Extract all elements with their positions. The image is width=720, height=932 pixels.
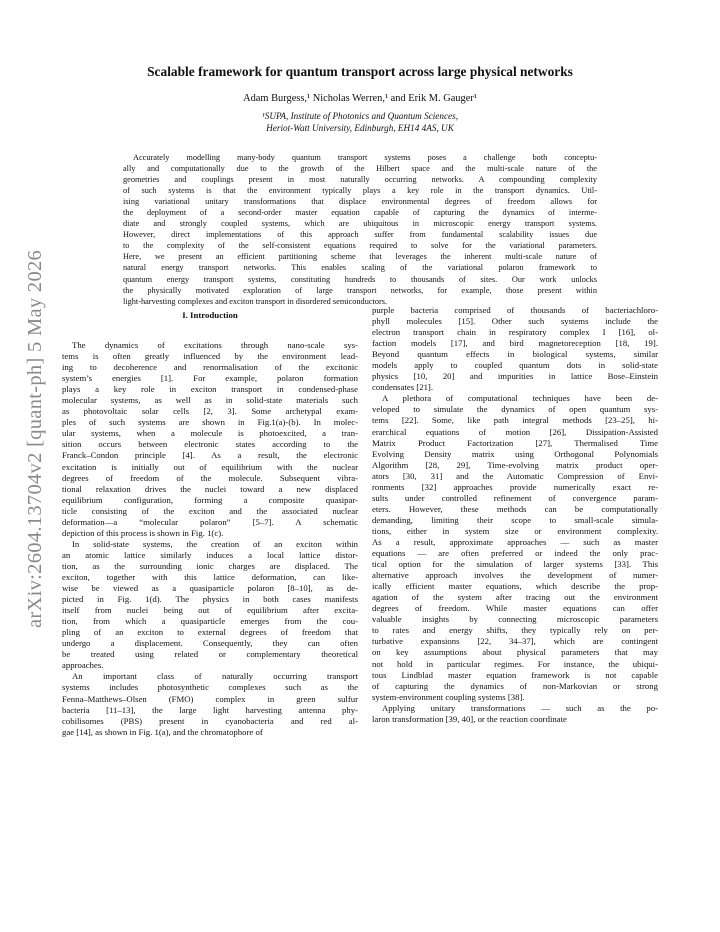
right-column-line: Algorithm [28, 29], Time-evolving matrix product oper-	[372, 459, 658, 470]
left-column-line: ular systems, when a molecule is photoexcited, a tran-	[62, 428, 358, 439]
author-list: Adam Burgess,¹ Nicholas Werren,¹ and Erik M. Gauger¹	[243, 93, 477, 104]
left-column-line: tional relaxation drives the nuclei toward a new displaced	[62, 483, 358, 494]
abstract-line: the physically motivated exploration of large transport networks, for example, those present within	[123, 285, 597, 295]
right-column-line: ronments [32] approaches provide numerically exact re-	[372, 481, 658, 492]
left-column-text	[62, 340, 358, 738]
left-column-line: wise be viewed as a quasiparticle polaron [8–10], as de-	[62, 583, 358, 594]
affiliation-line: Heriot-Watt University, Edinburgh, EH14 4AS, UK	[266, 123, 454, 133]
abstract-line: ally and computationally due to the growth of the Hilbert space and the multi-scale nature of the	[123, 164, 597, 174]
right-column-line: turbative expansions [22, 34–37], which are contingent	[372, 636, 658, 647]
abstract-line: geometries and couplings present in most naturally occurring networks. A compounding complexity	[123, 175, 597, 185]
left-column-line: tems is often greatly influenced by the environment lead-	[62, 351, 358, 362]
right-column-line: Matrix Product Factorization [27], Thermalised Time	[372, 437, 658, 448]
left-column-line: Franck–Condon principle [4]. As a result, the electronic	[62, 450, 358, 461]
left-column-line: The dynamics of excitations through nano-scale sys-	[72, 340, 358, 350]
left-column-line: as photovoltaic solar cells [2, 3]. Some archetypal exam-	[62, 406, 358, 417]
abstract-line: natural energy transport networks. This enables scaling of the variational polaron framework to	[123, 263, 597, 273]
left-column-line: picted in Fig. 1(d). The physics in both cases manifests	[62, 594, 358, 605]
left-column-line: molecular systems, as well as in solid-state materials such	[62, 395, 358, 406]
left-column-line: An important class of naturally occurring transport	[72, 671, 358, 682]
left-column-line: approaches.	[62, 660, 104, 671]
left-column-line: Fenna–Matthews–Olsen (FMO) complex in green sulfur	[62, 693, 358, 704]
right-column-line: to rates and energy shifts, they typically rely on per-	[372, 625, 658, 636]
right-column-line: A plethora of computational techniques have been de-	[382, 393, 658, 404]
right-column-line: tions, either in system size or environment complexity.	[372, 525, 658, 536]
abstract-line: diate and strongly coupled systems, which are ubiquitous in microscopic energy transport systems.	[123, 219, 597, 229]
right-column-line: erarchical equations of motion [26], Dissipation-Assisted	[372, 426, 658, 437]
left-column-line: systems includes photosynthetic complexes such as the	[62, 682, 358, 693]
right-column-line: equations — are often preferred or indeed the only prac-	[372, 548, 658, 559]
paper-title: Scalable framework for quantum transport across large physical networks	[147, 64, 573, 79]
right-column-line: tical option for the simulation of larger systems [33]. This	[372, 559, 658, 570]
right-column-line: laron transformation [39, 40], or the reaction coordinate	[372, 713, 567, 724]
abstract-line: However, direct implementations of this approach suffer from fundamental scalability issues due	[123, 230, 597, 240]
abstract-line: the deployment of a second-order master equation capable of capturing the dynamics of interme-	[123, 208, 597, 218]
abstract-line: Here, we present an efficient partitioning scheme that leverages the inherent multi-scale nature of	[123, 252, 597, 262]
abstract-line: of such systems is that the environment typically plays a key role in the transport dynamics. Util-	[123, 186, 597, 196]
right-column-line: of capturing the dynamics of non-Markovian or strong	[372, 680, 658, 691]
right-column-line: Evolving Density matrix using Orthogonal Polynomials	[372, 448, 658, 459]
right-column-line: models apply to coupled quantum dots in solid-state	[372, 360, 658, 371]
left-column-line: pling of an exciton to external degrees of freedom that	[62, 627, 358, 638]
right-column-line: Applying unitary transformations — such as the po-	[382, 702, 658, 713]
right-column-line: agation of the system after tracing out the environment	[372, 592, 658, 603]
left-column-line: ples of such systems are shown in Fig.1(a)-(b). In molec-	[62, 417, 358, 428]
right-column-line: Beyond quantum effects in biological systems, similar	[372, 349, 658, 360]
right-column-line: phyll molecules [15]. Other such systems include the	[372, 316, 658, 327]
left-column-line: sition occurs between electronic states according to the	[62, 439, 358, 450]
right-column-line: As a result, approximate approaches — such as master	[372, 536, 658, 547]
left-column-line: cobilisomes (PBS) present in cyanobacteria and red al-	[62, 715, 358, 726]
right-column-line: alternative approach involves the development of numer-	[372, 570, 658, 581]
right-column-line: electron transport chain in respiratory complex I [16], ol-	[372, 327, 658, 338]
right-column-line: sults under controlled refinement of convergence param-	[372, 492, 658, 503]
right-column-line: not hold in particular regimes. For instance, the ubiqui-	[372, 658, 658, 669]
right-column-line: tems [22]. Some, like path integral methods [23–25], hi-	[372, 415, 658, 426]
right-column-line: ically efficient master equations, which describe the prop-	[372, 581, 658, 592]
left-column-line: In solid-state systems, the creation of an exciton within	[72, 538, 358, 549]
right-column-line: ators [30, 31] and the Automatic Compression of Envi-	[372, 470, 658, 481]
right-column-line: on key assumptions about physical parameters that may	[372, 647, 658, 658]
abstract-line: quantum energy transport systems, constituting hundreds to thousands of sites. Our work unlocks	[123, 274, 597, 284]
right-column-line: physics [10, 20] and impurities in lattice Bose–Einstein	[372, 371, 658, 382]
right-column-line: valuable insights by connecting microscopic parameters	[372, 614, 658, 625]
left-column-line: an atomic lattice similarly induces a local lattice distor-	[62, 549, 358, 560]
left-column-line: plays a key role in exciton transport in condensed-phase	[62, 384, 358, 395]
left-column-line: undergo a displacement. Consequently, they can often	[62, 638, 358, 649]
left-column-line: tion, from which a quasiparticle emerges from the cou-	[62, 616, 358, 627]
left-column-line: exciton, together with this lattice deformation, can like-	[62, 571, 358, 582]
arxiv-identifier-stamp: arXiv:2604.13704v2 [quant-ph] 5 May 2026	[24, 249, 46, 628]
abstract-line: light-harvesting complexes and exciton transport in disordered semiconductors.	[123, 296, 388, 306]
left-column-line: be treated using related or complementary theoretical	[62, 649, 358, 660]
right-column-line: tous Lindblad master equation framework is not capable	[372, 669, 658, 680]
left-column-line: equilibrium configuration, forming a composite quasipar-	[62, 494, 358, 505]
left-column-line: depiction of this process is shown in Fig. 1(c).	[62, 527, 224, 538]
abstract-line: to the complexity of the self-consistent equations required to solve for the variational parameters.	[123, 241, 597, 251]
affiliation-line: ¹SUPA, Institute of Photonics and Quantum Sciences,	[261, 111, 458, 121]
abstract-line: Accurately modelling many-body quantum transport systems poses a challenge both conceptu-	[133, 153, 597, 162]
left-column-line: deformation—a “molecular polaron” [5–7]. A schematic	[62, 516, 358, 527]
left-column-line: ticle consisting of the exciton and the associated nuclear	[62, 505, 358, 516]
abstract	[123, 152, 597, 307]
right-column-line: demanding, limiting their scope to small-scale simula-	[372, 514, 658, 525]
right-column-line: system-environment coupling systems [38].	[372, 691, 525, 702]
right-column-line: eters. However, these methods can be computationally	[372, 503, 658, 514]
right-column-text	[372, 305, 658, 725]
right-column-line: faction models [17], and bird magnetoreception [18, 19].	[372, 338, 658, 349]
left-column-line: bacteria [11–13], the large light harvesting antenna phy-	[62, 704, 358, 715]
right-column-line: veloped to simulate the dynamics of open quantum sys-	[372, 404, 658, 415]
left-column-line: degrees of freedom of the molecule. Subsequent vibra-	[62, 472, 358, 483]
right-column-line: purple bacteria comprised of thousands of bacteriachloro-	[372, 305, 658, 315]
abstract-line: ising variational unitary transformations that displace environmental degrees of freedom allows for	[123, 197, 597, 207]
left-column-line: system’s energies [1]. For example, polaron formation	[62, 373, 358, 384]
left-column-line: excitation is initially out of equilibrium with the nuclear	[62, 461, 358, 472]
left-column-line: itself from nuclei being out of equilibrium after excita-	[62, 605, 358, 616]
left-column-line: tion, as the surrounding ionic charges are displaced. The	[62, 560, 358, 571]
section-heading-introduction: I. Introduction	[182, 310, 238, 320]
affiliation	[120, 110, 600, 134]
right-column-line: condensates [21].	[372, 382, 434, 393]
left-column-line: gae [14], as shown in Fig. 1(a), and the chromatophore of	[62, 726, 263, 737]
right-column-line: degrees of freedom. While master equations can offer	[372, 603, 658, 614]
left-column-line: ing to decoherence and renormalisation of the excitonic	[62, 362, 358, 373]
